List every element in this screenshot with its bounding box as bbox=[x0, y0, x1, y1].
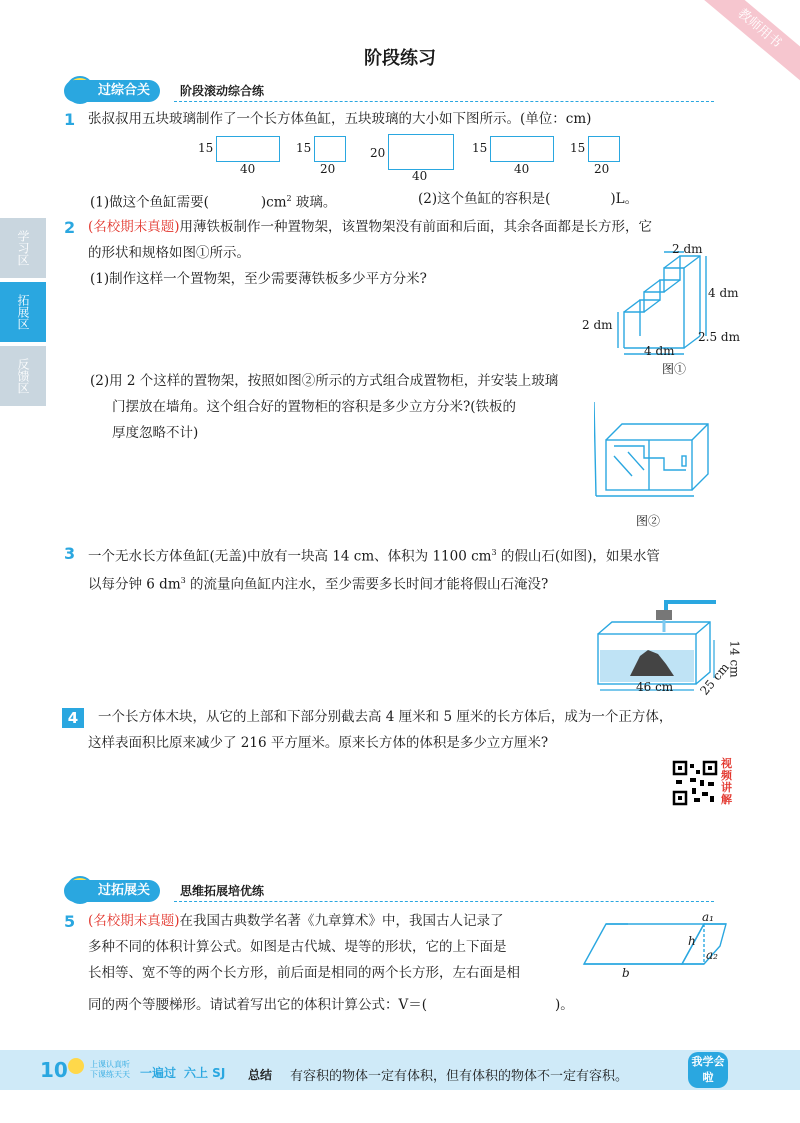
mascot-icon bbox=[68, 1058, 84, 1074]
q5-line4-end: )。 bbox=[555, 997, 574, 1013]
footer-slogan-line2: 下课练天天 bbox=[90, 1070, 130, 1079]
q5-line3: 长相等、宽不等的两个长方形，前后面是相同的两个长方形，左右面是相 bbox=[88, 965, 520, 981]
piece-width: 20 bbox=[320, 162, 336, 176]
side-tab-feedback[interactable]: 反馈区 bbox=[0, 346, 46, 406]
done-badge[interactable]: 我学会啦 bbox=[688, 1052, 728, 1088]
fig5-label-h: h bbox=[688, 934, 696, 948]
piece-height: 15 bbox=[472, 141, 488, 155]
section-divider bbox=[174, 901, 714, 902]
footer-brand: 一遍过 bbox=[140, 1066, 177, 1080]
fig5-label-b: b bbox=[622, 966, 630, 980]
summary-text: 有容积的物体一定有体积，但有体积的物体不一定有容积。 bbox=[290, 1069, 629, 1084]
q4-line1: 一个长方体木块，从它的上部和下部分别截去高 4 厘米和 5 厘米的长方体后，成为一个正方体， bbox=[98, 709, 673, 725]
fig1-label-top: 2 dm bbox=[672, 242, 703, 256]
q3-line1-end: 的假山石(如图)，如果水管 bbox=[496, 548, 660, 565]
qr-code-icon[interactable] bbox=[672, 760, 718, 806]
side-tab-extend[interactable]: 拓展区 bbox=[0, 282, 46, 342]
piece-width: 40 bbox=[240, 162, 256, 176]
fig1-caption: 图① bbox=[662, 362, 687, 376]
q5-line4 bbox=[88, 992, 574, 1018]
q3-line1 bbox=[88, 540, 778, 570]
q5-line4-text: 同的两个等腰梯形。请试着写出它的体积计算公式：V＝( bbox=[88, 997, 428, 1013]
fig1-label-left: 2 dm bbox=[582, 318, 613, 332]
section-subtitle: 阶段滚动综合练 bbox=[180, 84, 265, 98]
q1-sub1-unit: )cm bbox=[260, 194, 287, 211]
section-header-extension bbox=[64, 880, 744, 902]
q3-line2-text: 以每分钟 6 dm bbox=[88, 576, 181, 593]
section-divider bbox=[174, 101, 714, 102]
fig2-caption: 图② bbox=[636, 514, 661, 528]
video-label[interactable]: 视频讲解 bbox=[721, 757, 732, 806]
q2-sub2-line1: (2)用 2 个这样的置物架，按照如图②所示的方式组合成置物柜，并安装上玻璃 bbox=[90, 373, 559, 389]
page-number: 10 bbox=[40, 1058, 68, 1082]
superscript: 3 bbox=[180, 576, 186, 585]
corner-ribbon: 教师用书 bbox=[693, 0, 800, 87]
fig5-label-a1: a₁ bbox=[702, 910, 714, 924]
question-number: 1 bbox=[64, 110, 76, 129]
q2-sub2-line3: 厚度忽略不计) bbox=[112, 425, 199, 441]
piece-height: 15 bbox=[198, 141, 214, 155]
piece-height: 20 bbox=[370, 146, 386, 160]
q4-line2: 这样表面积比原来减少了 216 平方厘米。原来长方体的体积是多少立方厘米? bbox=[88, 735, 549, 751]
figure-cabinet bbox=[594, 396, 734, 506]
footer-slogan bbox=[90, 1060, 130, 1080]
q3-line2 bbox=[88, 568, 778, 598]
piece-width: 40 bbox=[412, 169, 428, 183]
fig3-label-height: 14 cm bbox=[727, 640, 742, 678]
fig1-label-depth: 2.5 dm bbox=[698, 330, 740, 344]
q1-sub2-text: (2)这个鱼缸的容积是( bbox=[418, 191, 551, 207]
section-subtitle: 思维拓展培优练 bbox=[180, 884, 265, 898]
piece-width: 40 bbox=[514, 162, 530, 176]
superscript: 3 bbox=[491, 548, 497, 557]
fig1-label-bottom: 4 dm bbox=[644, 344, 675, 358]
q1-sub2-end: )L。 bbox=[610, 191, 639, 207]
fig3-label-width: 46 cm bbox=[636, 680, 674, 694]
q2-text-line1: 用薄铁板制作一种置物架，该置物架没有前面和后面，其余各面都是长方形，它 bbox=[179, 219, 653, 235]
q5-line1 bbox=[88, 908, 504, 934]
q2-sub2-line2: 门摆放在墙角。这个组合好的置物柜的容积是多少立方分米?(铁板的 bbox=[112, 399, 517, 415]
q2-sub1: (1)制作这样一个置物架，至少需要薄铁板多少平方分米? bbox=[90, 271, 427, 287]
footer-slogan-line1: 上课认真听 bbox=[90, 1060, 130, 1069]
exam-tag: (名校期末真题) bbox=[88, 219, 180, 235]
fig5-label-a2: a₂ bbox=[706, 948, 718, 962]
q3-line1-text: 一个无水长方体鱼缸(无盖)中放有一块高 14 cm、体积为 1100 cm bbox=[88, 548, 492, 565]
q5-line2: 多种不同的体积计算公式。如图是古代城、堤等的形状，它的上下面是 bbox=[88, 939, 507, 955]
summary-label: 总结 bbox=[248, 1068, 273, 1082]
q1-sub1 bbox=[90, 186, 336, 216]
question-number: 3 bbox=[64, 544, 76, 563]
piece-height: 15 bbox=[570, 141, 586, 155]
q1-sub1-text: (1)做这个鱼缸需要( bbox=[90, 194, 209, 211]
side-tab-study[interactable]: 学习区 bbox=[0, 218, 46, 278]
exam-tag: (名校期末真题) bbox=[88, 913, 180, 929]
q2-text-line2: 的形状和规格如图①所示。 bbox=[88, 245, 250, 261]
question-text: 张叔叔用五块玻璃制作了一个长方体鱼缸，五块玻璃的大小如下图所示。(单位：cm) bbox=[88, 111, 592, 127]
q5-line1-text: 在我国古典数学名著《九章算术》中，我国古人记录了 bbox=[179, 913, 504, 929]
section-badge: 过综合关 bbox=[64, 80, 160, 102]
page-title: 阶段练习 bbox=[364, 48, 436, 69]
video-question-number[interactable]: 4 bbox=[62, 708, 84, 728]
q1-sub1-end: 玻璃。 bbox=[291, 194, 337, 211]
section-header-comprehensive bbox=[64, 80, 744, 102]
section-badge: 过拓展关 bbox=[64, 880, 160, 902]
figure-trapezoid-prism bbox=[578, 906, 748, 986]
superscript: 2 bbox=[286, 194, 292, 203]
piece-height: 15 bbox=[296, 141, 312, 155]
q1-sub2 bbox=[418, 186, 638, 212]
fig1-label-right: 4 dm bbox=[708, 286, 739, 300]
question-number: 5 bbox=[64, 912, 76, 931]
fig3-label-depth: 25 cm bbox=[697, 660, 732, 698]
question-number: 2 bbox=[64, 218, 76, 237]
q3-line2-end: 的流量向鱼缸内注水，至少需要多长时间才能将假山石淹没? bbox=[185, 576, 549, 593]
piece-width: 20 bbox=[594, 162, 610, 176]
question-text bbox=[88, 214, 768, 240]
footer-grade: 六上 SJ bbox=[184, 1066, 226, 1080]
